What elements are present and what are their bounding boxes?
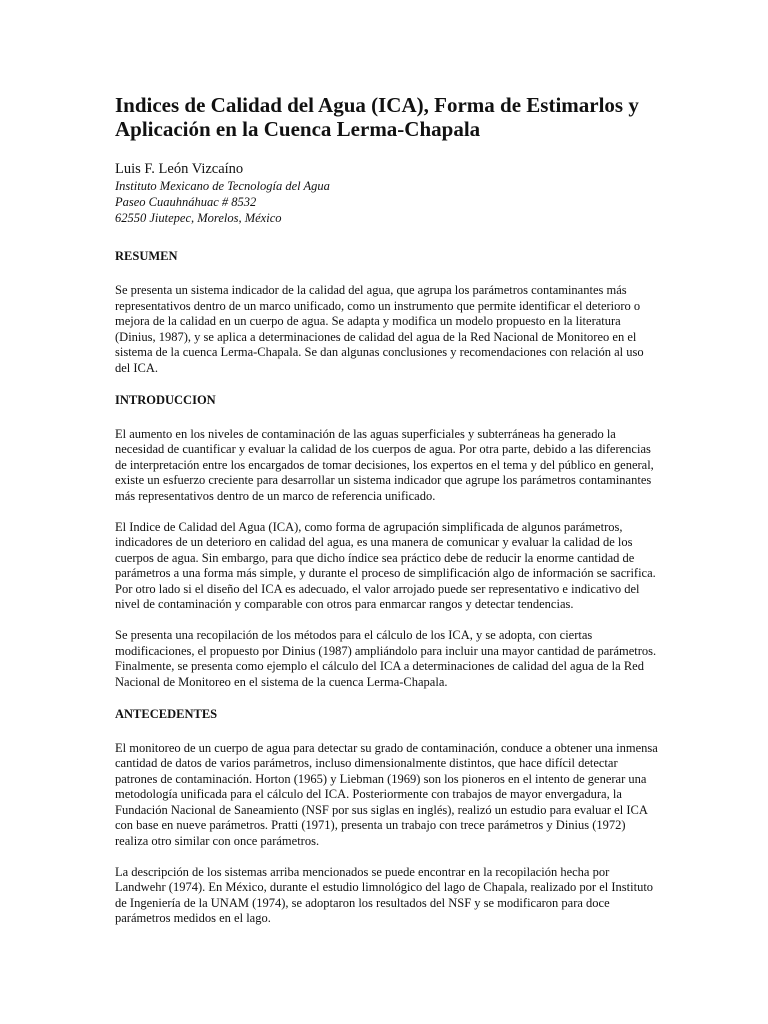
paper-title-line-1: Indices de Calidad del Agua (ICA), Forma de Estimarlos y [115,93,639,117]
antecedentes-paragraph-2: La descripción de los sistemas arriba mencionados se puede encontrar en la recopilación hecha por Landwehr (1974). En México, durante el estudio limnológico del lago de Chapala, realizado por el Instituto de Ingeniería de la UNAM (1974), se adoptaron los resultados del NSF y se modificaron para doce parámetros medidos en el lago. [115,864,654,925]
paper-title-line-2: Aplicación en la Cuenca Lerma-Chapala [115,117,481,141]
author-affiliation [115,178,658,226]
introduccion-paragraph-2: El Indice de Calidad del Agua (ICA), como forma de agrupación simplificada de algunos parámetros, indicadores de un deterioro en calidad del agua, es una manera de comunicar y evaluar la calidad de los cuerpos de agua. Sin embargo, para que dicho índice sea práctico debe de reducir la enorme cantidad de parámetros a una forma más simple, y durante el proceso de simplificación algo de información se sacrifica. Por otro lado si el diseño del ICA es adecuado, el valor arrojado puede ser representativo e indicativo del nivel de contaminación y comparable con otros para enmarcar rangos y detectar tendencias. [115,519,656,611]
introduccion-paragraph-1: El aumento en los niveles de contaminación de las aguas superficiales y subterráneas ha generado la necesidad de cuantificar y evaluar la calidad de los cuerpos de agua. Por otra parte, debido a las diferencias de interpretación entre los encargados de tomar decisiones, los expertos en el tema y del público en general, existe un esfuerzo creciente para desarrollar un sistema indicador que agrupe los parámetros contaminantes más representativos dentro de un marco de referencia unificado. [115,426,654,503]
resumen-paragraph: Se presenta un sistema indicador de la calidad del agua, que agrupa los parámetros contaminantes más representativos dentro de un marco unificado, como un instrumento que permite identificar el deterioro o mejora de la calidad en un cuerpo de agua. Se adapta y modifica un modelo propuesto en la literatura (Dinius, 1987), y se aplica a determinaciones de calidad del agua de la Red Nacional de Monitoreo en el sistema de la cuenca Lerma-Chapala. Se dan algunas conclusiones y recomendaciones con relación al uso del ICA. [115,283,644,375]
antecedentes-paragraph-1: El monitoreo de un cuerpo de agua para detectar su grado de contaminación, conduce a obtener una inmensa cantidad de datos de varios parámetros, incluso dimensionalmente distintos, que hace difícil detectar patrones de contaminación. Horton (1965) y Liebman (1969) son los pioneros en el intento de generar una metodología unificada para el cálculo del ICA. Posteriormente con trabajos de mayor envergadura, la Fundación Nacional de Saneamiento (NSF por sus siglas en inglés), realizó un estudio para evaluar el ICA con base en nueve parámetros. Pratti (1971), presenta un trabajo con trece parámetros y Dinius (1972) realiza otro similar con once parámetros. [115,740,658,848]
paper-title [115,93,658,141]
affiliation-institute: Instituto Mexicano de Tecnología del Agua [115,179,330,193]
affiliation-city: 62550 Jiutepec, Morelos, México [115,211,282,225]
introduccion-paragraph-3: Se presenta una recopilación de los métodos para el cálculo de los ICA, y se adopta, con ciertas modificaciones, el propuesto por Dinius (1987) ampliándolo para incluir una mayor cantidad de parámetros. Finalmente, se presenta como ejemplo el cálculo del ICA a determinaciones de calidad del agua de la Red Nacional de Monitoreo en el sistema de la cuenca Lerma-Chapala. [115,628,657,689]
section-heading-antecedentes: ANTECEDENTES [115,706,218,721]
author-name: Luis F. León Vizcaíno [115,161,244,177]
affiliation-street: Paseo Cuauhnáhuac # 8532 [115,195,257,209]
section-heading-resumen: RESUMEN [115,249,178,263]
section-heading-introduccion: INTRODUCCION [115,392,216,407]
